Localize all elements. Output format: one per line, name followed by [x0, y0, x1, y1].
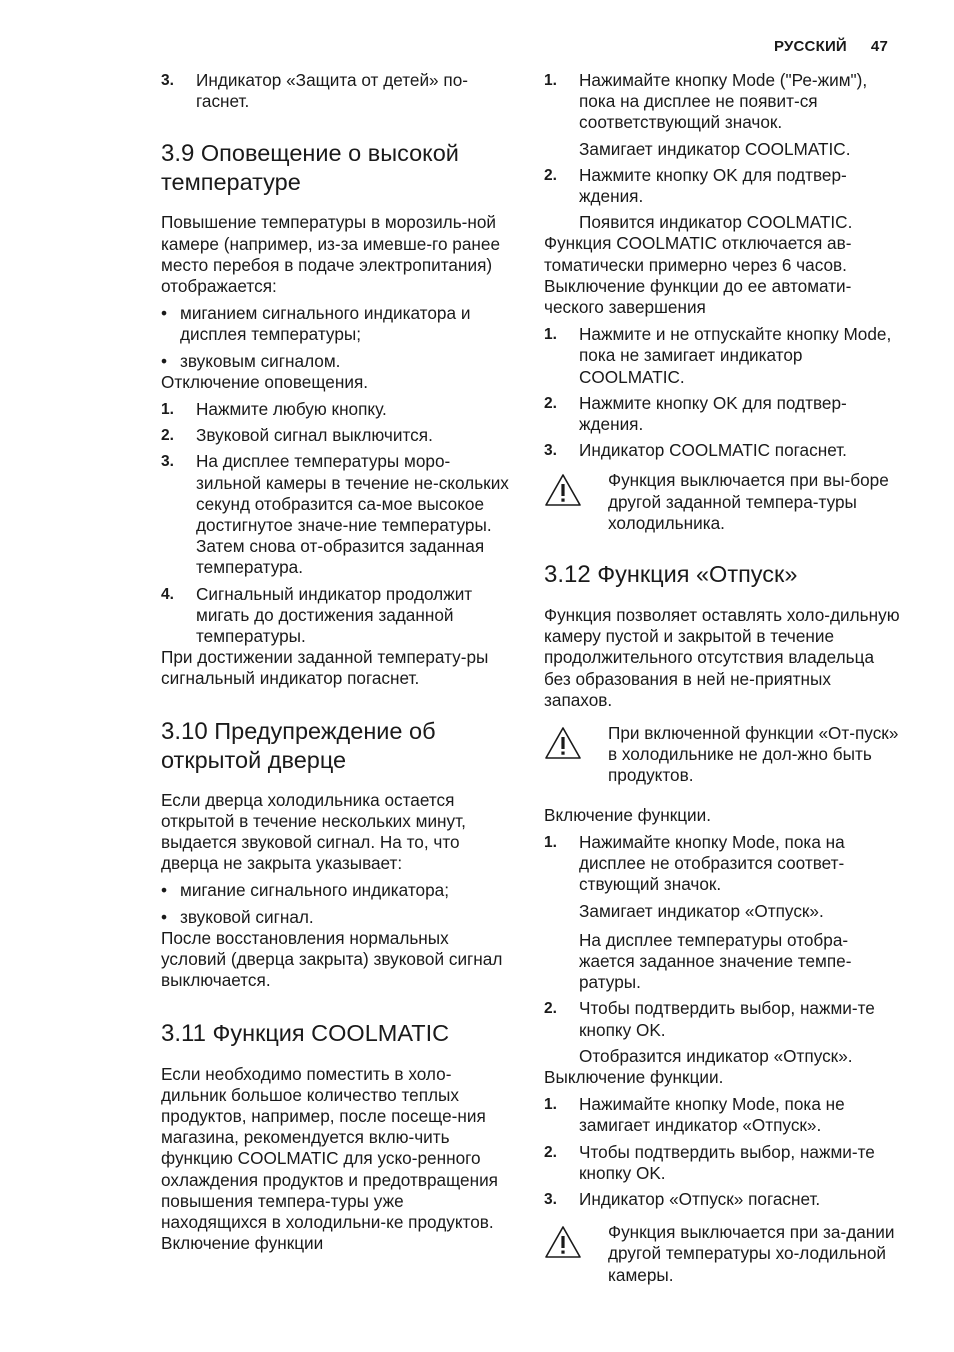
list-text: Нажимайте кнопку Mode ("Ре-жим"), пока на дисплее не появит-ся соответствующий значок. [579, 70, 868, 133]
list-subtext: Появится индикатор COOLMATIC. [579, 212, 853, 233]
list-text: Индикатор «Отпуск» погаснет. [579, 1188, 821, 1209]
list-item [161, 425, 513, 446]
right-column [544, 70, 900, 1294]
list-number: 2. [161, 427, 174, 445]
section-title: Оповещение о высокой температуре [161, 140, 459, 196]
list-item [161, 451, 513, 578]
warning-text: Функция выключается при вы-боре другой заданной темпера-туры холодильника. [608, 470, 889, 533]
paragraph: Функция COOLMATIC отключается ав-томатически примерно через 6 часов. [544, 233, 852, 275]
list-number: 3. [161, 72, 174, 89]
paragraph: Повышение температуры в морозиль-ной камере (например, из-за имевше-го ранее место перебоя в подаче электропитания) отображается: [161, 212, 500, 297]
paragraph: Включение функции [161, 1233, 324, 1254]
list-item [544, 440, 900, 461]
list-item [544, 324, 900, 388]
bullet-icon: • [161, 303, 168, 324]
warning-icon [544, 470, 608, 534]
list-number: 1. [544, 326, 557, 344]
list-item [544, 165, 900, 207]
bullet-text: звуковым сигналом. [180, 350, 341, 371]
list-number: 1. [544, 833, 557, 851]
list-number: 2. [544, 166, 557, 184]
paragraph: Включение функции. [544, 804, 712, 825]
list-number: 3. [544, 1190, 557, 1208]
paragraph: После восстановления нормальных условий (дверца закрыта) звуковой сигнал выключается. [161, 927, 503, 991]
list-item [544, 832, 900, 896]
section-number: 3.9 [161, 140, 195, 168]
language-label: РУССКИЙ [773, 38, 847, 55]
paragraph: Выключение функции. [544, 1066, 724, 1087]
list-text: Звуковой сигнал выключится. [196, 425, 433, 446]
bullet-item [161, 907, 513, 928]
list-text: Сигнальный индикатор продолжит мигать до достижения заданной температуры. [196, 583, 473, 647]
list-number: 1. [161, 401, 174, 419]
list-text: Нажимайте кнопку Mode, пока не замигает индикатор «Отпуск». [579, 1094, 845, 1136]
section-title: Предупреждение об открытой дверце [161, 717, 436, 773]
section-heading-3-12 [544, 560, 900, 589]
paragraph: При достижении заданной температу-ры сигнальный индикатор погаснет. [161, 647, 489, 689]
list-number: 1. [544, 1096, 557, 1114]
warning-icon [544, 1222, 608, 1286]
left-column [161, 70, 513, 1254]
list-text: Нажмите любую кнопку. [196, 399, 387, 420]
list-number: 2. [544, 1143, 557, 1161]
section-title: Функция COOLMATIC [212, 1019, 450, 1046]
list-number: 3. [161, 453, 174, 471]
warning-text: Функция выключается при за-дании другой температуры хо-лодильной камеры. [608, 1222, 895, 1285]
paragraph: Выключение функции до ее автомати-ческого завершения [544, 275, 852, 318]
bullet-icon: • [161, 906, 168, 927]
list-item [544, 70, 900, 134]
list-text: Чтобы подтвердить выбор, нажми-те кнопку OK. [579, 1141, 875, 1183]
list-text: Нажмите и не отпускайте кнопку Mode, пока не замигает индикатор COOLMATIC. [579, 324, 892, 387]
list-text: Нажмите кнопку OK для подтвер-ждения. [579, 164, 847, 207]
section-number: 3.10 [161, 717, 208, 745]
bullet-item [161, 351, 513, 372]
list-item [161, 399, 513, 420]
warning-note [544, 1222, 900, 1286]
section-heading-3-11 [161, 1019, 513, 1048]
list-item [544, 1189, 900, 1210]
bullet-item [161, 303, 513, 345]
list-text: Индикатор COOLMATIC погаснет. [579, 440, 847, 461]
list-item [161, 584, 513, 648]
paragraph: Если необходимо поместить в холо-дильник большое количество теплых продуктов, например, после посеще-ния магазина, рекомендуется вклю-чить функцию COOLMATIC для уско-ренного охлаждения продуктов и предотвращения повышения темпера-туры уже находящихся в холодильни-ке продуктов. [161, 1063, 498, 1232]
list-number: 2. [544, 1000, 557, 1018]
bullet-item [161, 880, 513, 901]
list-item [544, 1094, 900, 1136]
section-heading-3-10 [161, 717, 513, 774]
bullet-text: мигание сигнального индикатора; [180, 880, 449, 901]
bullet-icon: • [161, 880, 168, 901]
section-number: 3.12 [544, 561, 591, 589]
list-item [544, 393, 900, 435]
section-number: 3.11 [161, 1019, 206, 1047]
list-subtext: На дисплее температуры отобра-жается заданное значение темпе-ратуры. [579, 929, 852, 993]
list-item [544, 1142, 900, 1184]
list-text: Нажимайте кнопку Mode, пока на дисплее не отобразится соответ-ствующий значок. [579, 831, 845, 895]
list-text: Чтобы подтвердить выбор, нажми-те кнопку OK. [579, 998, 875, 1040]
warning-icon [544, 723, 608, 787]
section-heading-3-9 [161, 139, 513, 196]
paragraph: Отключение оповещения. [161, 371, 369, 392]
bullet-text: звуковой сигнал. [180, 906, 314, 927]
page-number: 47 [870, 38, 888, 55]
list-item [544, 998, 900, 1040]
bullet-icon: • [161, 350, 168, 371]
list-number: 1. [544, 72, 557, 89]
list-subtext: Отобразится индикатор «Отпуск». [579, 1045, 853, 1066]
list-item [161, 70, 513, 112]
warning-note [544, 723, 900, 787]
list-text: Индикатор «Защита от детей» по-гаснет. [196, 70, 468, 112]
list-text: На дисплее температуры моро-зильной камеры в течение не-скольких секунд отобразится са-мое высокое достигнутое значе-ние температуры. Затем снова от-образится заданная температура. [196, 451, 509, 578]
section-title: Функция «Отпуск» [597, 561, 798, 588]
warning-note [544, 470, 900, 534]
list-text: Нажмите кнопку OK для подтвер-ждения. [579, 392, 847, 435]
list-number: 4. [161, 585, 174, 603]
paragraph: Если дверца холодильника остается открытой в течение нескольких минут, выдается звуковой сигнал. На то, что дверца не закрыта указывает: [161, 789, 466, 874]
paragraph: Функция позволяет оставлять холо-дильную камеру пустой и закрытой в течение продолжительного отсутствия владельца без образования в ней не-приятных запахов. [544, 605, 900, 710]
list-number: 3. [544, 442, 557, 460]
list-number: 2. [544, 394, 557, 412]
warning-text: При включенной функции «От-пуск» в холодильнике не дол-жно быть продуктов. [608, 723, 899, 786]
list-subtext: Замигает индикатор «Отпуск». [579, 900, 824, 921]
list-subtext: Замигает индикатор COOLMATIC. [579, 138, 851, 159]
page-header [774, 38, 888, 55]
bullet-text: миганием сигнального индикатора и дисплея температуры; [180, 303, 471, 345]
